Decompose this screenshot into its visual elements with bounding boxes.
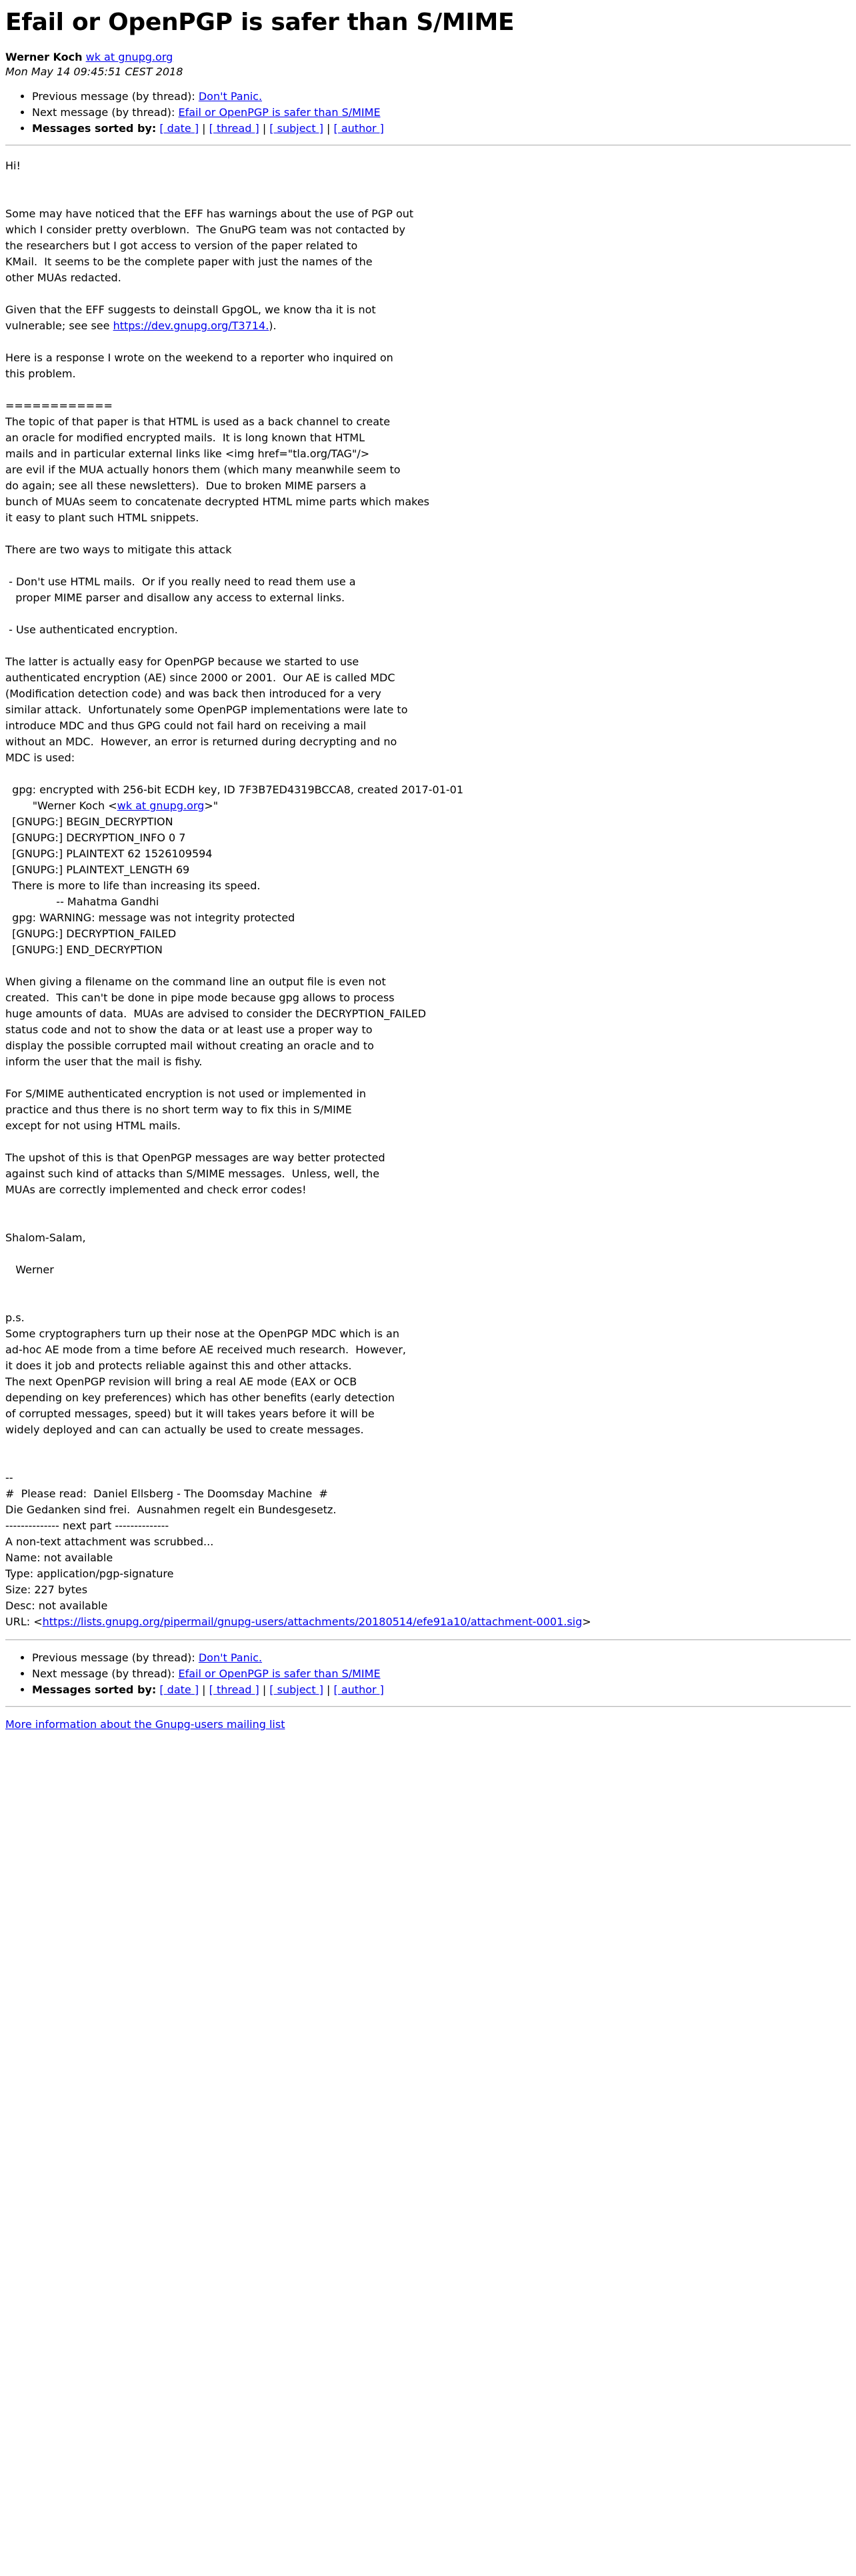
sort-by-author-link[interactable]: [ author ] xyxy=(333,122,384,135)
attachment-url-link[interactable]: https://lists.gnupg.org/pipermail/gnupg-users/attachments/20180514/efe91a10/attachment-0001.sig xyxy=(42,1615,583,1629)
prev-message-label: Previous message (by thread): xyxy=(32,90,195,103)
author-email-inline-link[interactable]: wk at gnupg.org xyxy=(117,799,205,813)
next-message-item-bottom xyxy=(32,1666,851,1682)
bottom-thread-nav xyxy=(5,1650,851,1698)
body-text-part-1: Hi! Some may have noticed that the EFF has warnings about the use of PGP out which I consider pretty overblown. The GnuPG team was not contacted by the researchers but I got access to version of the paper related to KMail. It seems to be the complete paper with just the names of the other MUAs redacted. Given that the EFF suggests to deinstall GpgOL, we know tha it is not vulnerable; see see xyxy=(5,159,414,333)
sort-by-subject-link-bottom[interactable]: [ subject ] xyxy=(269,1683,323,1697)
sort-by-subject-link[interactable]: [ subject ] xyxy=(269,122,323,135)
message-date: Mon May 14 09:45:51 CEST 2018 xyxy=(5,65,183,79)
sorted-by-label-bottom: Messages sorted by: xyxy=(32,1683,157,1697)
mailing-list-info xyxy=(5,1717,851,1733)
dev-gnupg-task-link[interactable]: https://dev.gnupg.org/T3714. xyxy=(113,319,269,333)
mailing-list-info-link[interactable]: More information about the Gnupg-users mailing list xyxy=(5,1718,285,1731)
sort-by-date-link-bottom[interactable]: [ date ] xyxy=(159,1683,199,1697)
next-message-label: Next message (by thread): xyxy=(32,106,175,119)
prev-message-label-bottom: Previous message (by thread): xyxy=(32,1651,195,1665)
footer-divider xyxy=(5,1706,851,1707)
prev-message-item xyxy=(32,89,851,105)
sort-by-thread-link[interactable]: [ thread ] xyxy=(209,122,259,135)
next-message-link[interactable]: Efail or OpenPGP is safer than S/MIME xyxy=(178,106,381,119)
next-message-link-bottom[interactable]: Efail or OpenPGP is safer than S/MIME xyxy=(178,1667,381,1681)
body-text-part-3: >" [GNUPG:] BEGIN_DECRYPTION [GNUPG:] DECRYPTION_INFO 0 7 [GNUPG:] PLAINTEXT 62 1526109594 [GNUPG:] PLAINTEXT_LENGTH 69 There is more to life than increasing its speed. -- Mahatma Gandhi gpg: WARNING: message was not integrity protected [GNUPG:] DECRYPTION_FAILED [GNUPG:] END_DECRYPTION When giving a filename on the command line an output file is even not created. This can't be done in pipe mode because gpg allows to process huge amounts of data. MUAs are advised to consider the DECRYPTION_FAILED status code and not to show the data or at least use a proper way to display the possible corrupted mail without creating an oracle and to inform the user that the mail is fishy. For S/MIME authenticated encryption is not used or implemented in practice and thus there is no short term way to fix this in S/MIME except for not using HTML mails. The upshot of this is that OpenPGP messages are way better protected against such kind of attacks than S/MIME messages. Unless, well, the MUAs are correctly implemented and check error codes! Shalom-Salam, Werner p.s. Some cryptographers turn up their nose at the OpenPGP MDC which is an ad-hoc AE mode from a time before AE received much research. However, it does it job and protects reliable against this and other attacks. The next OpenPGP revision will bring a real AE mode (EAX or OCB depending on key preferences) which has other benefits (early detection of corrupted messages, speed) but it will takes years before it will be widely deployed and can can actually be used to create messages. -- # Please read: Daniel Ellsberg - The Doomsday Machine # Die Gedanken sind frei. Ausnahmen regelt ein Bundesgesetz. -------------- next part -------------- A non-text attachment was scrubbed... Name: not available Type: application/pgp-signature Size: 227 bytes Desc: not available URL: < xyxy=(5,799,427,1629)
sort-by-thread-link-bottom[interactable]: [ thread ] xyxy=(209,1683,259,1697)
message-body xyxy=(5,158,851,1630)
sorted-by-label: Messages sorted by: xyxy=(32,122,157,135)
author-line xyxy=(5,50,851,65)
message-subject: Efail or OpenPGP is safer than S/MIME xyxy=(5,9,515,36)
sort-options-item-bottom: • Messages sorted by: [ date ] | [ thread ] | [ subject ] | [ author ] xyxy=(32,1682,851,1698)
bottom-divider xyxy=(5,1639,851,1641)
prev-message-item-bottom xyxy=(32,1650,851,1666)
sort-by-author-link-bottom[interactable]: [ author ] xyxy=(333,1683,384,1697)
author-email-link[interactable]: wk at gnupg.org xyxy=(85,51,173,64)
top-divider xyxy=(5,145,851,146)
prev-message-link-bottom[interactable]: Don't Panic. xyxy=(198,1651,263,1665)
next-message-item xyxy=(32,105,851,121)
sort-by-date-link[interactable]: [ date ] xyxy=(159,122,199,135)
next-message-label-bottom: Next message (by thread): xyxy=(32,1667,175,1681)
body-text-part-4: > xyxy=(582,1615,591,1629)
body-text-part-2: ). Here is a response I wrote on the weekend to a reporter who inquired on this problem. ============ The topic of that paper is that HTML is used as a back channel to create an oracle for modified encrypted mails. It is long known that HTML mails and in particular external links like <img href="tla.org/TAG"/> are evil if the MUA actually honors them (which many meanwhile seem to do again; see all these newsletters). Due to broken MIME parsers a bunch of MUAs seem to concatenate decrypted HTML mime parts which makes it easy to plant such HTML snippets. There are two ways to mitigate this attack - Don't use HTML mails. Or if you really need to read them use a proper MIME parser and disallow any access to external links. - Use authenticated encryption. The latter is actually easy for OpenPGP because we started to use authenticated encryption (AE) since 2000 or 2001. Our AE is called MDC (Modification detection code) and was back then introduced for a very similar attack. Unfortunately some OpenPGP implementations were late to introduce MDC and thus GPG could not fail hard on receiving a mail without an MDC. However, an error is returned during decrypting and no MDC is used: gpg: encrypted with 256-bit ECDH key, ID 7F3B7ED4319BCCA8, created 2017-01-01 "Werner Koch < xyxy=(5,319,464,813)
author-name: Werner Koch xyxy=(5,51,83,64)
prev-message-link[interactable]: Don't Panic. xyxy=(198,90,263,103)
sort-options-item: • Messages sorted by: [ date ] | [ thread ] | [ subject ] | [ author ] xyxy=(32,121,851,137)
top-thread-nav xyxy=(5,89,851,137)
